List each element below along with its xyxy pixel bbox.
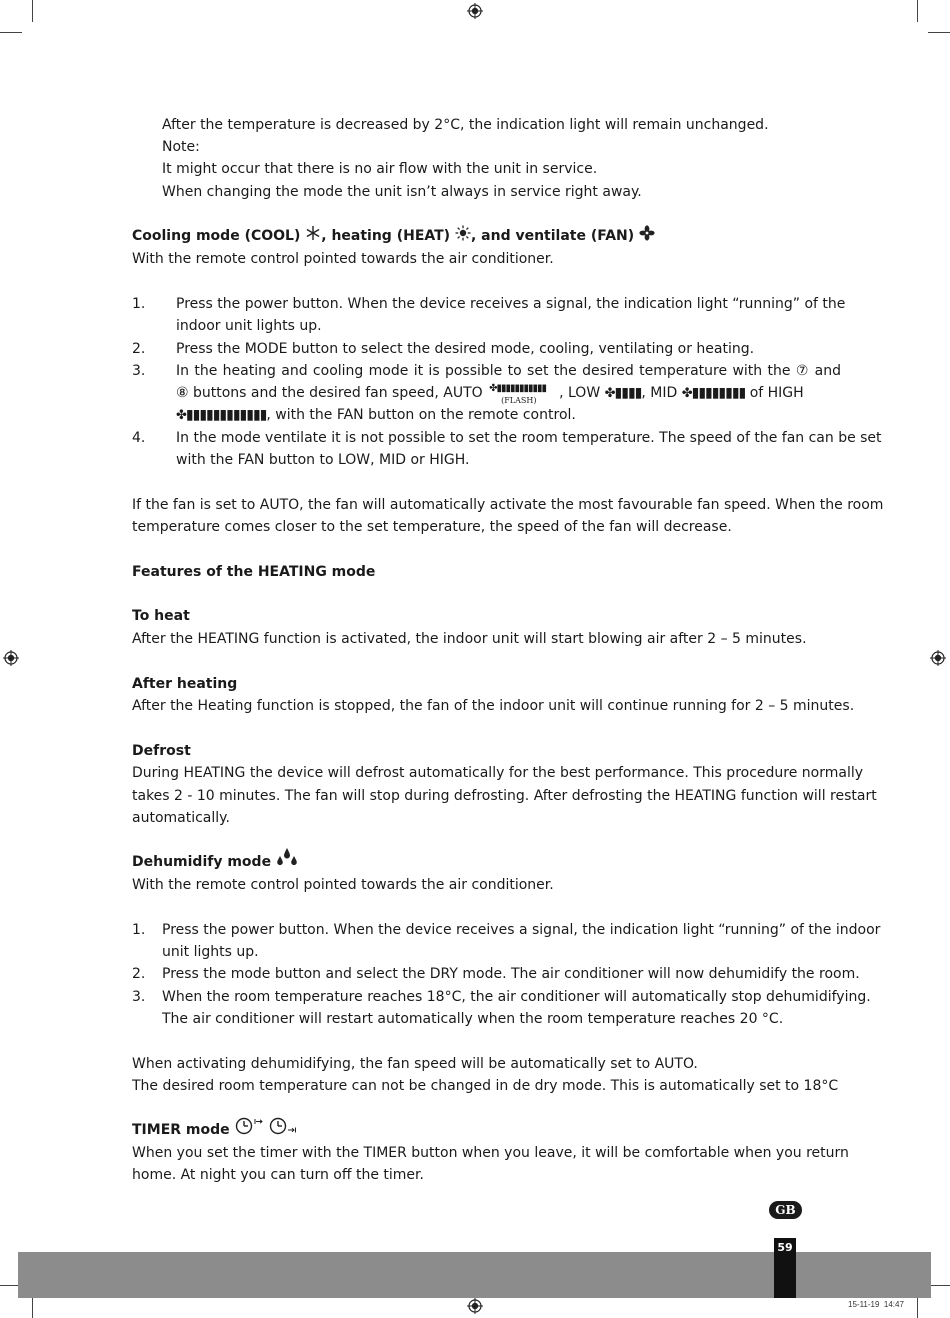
page-number: 59 (777, 1241, 793, 1254)
crop-mark (917, 1296, 918, 1318)
crop-mark (32, 1296, 33, 1318)
step-text: Press the power button. When the device receives a signal, the indication light “running” of the indoor (162, 922, 881, 938)
step-text: Press the power button. When the device receives a signal, the indication light “running” of the (176, 296, 846, 312)
step-number: 1. (132, 296, 146, 312)
step-text: The air conditioner will restart automatically when the room temperature reaches 20 °C. (162, 1011, 784, 1027)
defrost-text: takes 2 - 10 minutes. The fan will stop during defrosting. After defrosting the HEATING function will restart (132, 788, 877, 804)
intro-line: It might occur that there is no air flow with the unit in service. (162, 161, 598, 177)
page-number-tab (774, 1238, 796, 1298)
timer-heading: TIMER mode (132, 1120, 299, 1140)
defrost-title: Defrost (132, 743, 191, 759)
step-text: When the room temperature reaches 18°C, the air conditioner will automatically stop dehumidifying. (162, 989, 871, 1005)
dehumidify-subtitle: With the remote control pointed towards the air conditioner. (132, 877, 554, 893)
fan-speed-low-indicator: ✤▮▮▮▮ (604, 385, 642, 401)
cooling-heading: Cooling mode (COOL) , heating (HEAT) , and ventilate (FAN) (132, 226, 655, 246)
after-heating-text: After the Heating function is stopped, the fan of the indoor unit will continue running for 2 – 5 minutes. (132, 698, 855, 714)
dehumidify-note: The desired room temperature can not be changed in de dry mode. This is automatically set to 18°C (132, 1078, 839, 1094)
language-badge: GB (769, 1201, 802, 1219)
fan-icon (639, 225, 655, 241)
step-number: 3. (132, 989, 146, 1005)
fan-speed-auto-indicator: ✤▮▮▮▮▮▮▮▮▮▮▮ (FLASH) (489, 383, 547, 405)
intro-line: Note: (162, 139, 200, 155)
intro-line: When changing the mode the unit isn’t always in service right away. (162, 184, 642, 200)
step-text: Press the mode button and select the DRY mode. The air conditioner will now dehumidify the room. (162, 966, 860, 982)
step-text: indoor unit lights up. (176, 318, 322, 334)
crop-mark (928, 1285, 950, 1286)
registration-mark-icon (467, 3, 483, 19)
dehumidify-heading: Dehumidify mode (132, 852, 298, 872)
defrost-text: automatically. (132, 810, 230, 826)
dehumidify-note: When activating dehumidifying, the fan speed will be automatically set to AUTO. (132, 1056, 698, 1072)
registration-mark-icon (930, 650, 946, 666)
step-number: 2. (132, 966, 146, 982)
step-number: 3. (132, 363, 146, 379)
to-heat-title: To heat (132, 608, 190, 624)
crop-mark (0, 32, 22, 33)
step-text: In the heating and cooling mode it is possible to set the desired temperature with the ⑦ and (176, 363, 841, 379)
after-heating-title: After heating (132, 676, 238, 692)
auto-note: temperature comes closer to the set temperature, the speed of the fan will decrease. (132, 519, 732, 535)
timer-off-icon (269, 1117, 299, 1135)
timer-on-icon (235, 1117, 265, 1135)
defrost-text: During HEATING the device will defrost automatically for the best performance. This procedure normally (132, 765, 864, 781)
to-heat-text: After the HEATING function is activated, the indoor unit will start blowing air after 2 – 5 minutes. (132, 631, 807, 647)
sun-icon (455, 225, 471, 241)
registration-mark-icon (467, 1298, 483, 1314)
step-text: ✤▮▮▮▮▮▮▮▮▮▮▮▮, with the FAN button on the remote control. (176, 405, 576, 426)
fan-speed-high-indicator: ✤▮▮▮▮▮▮▮▮▮▮▮▮ (176, 407, 267, 423)
registration-mark-icon (3, 650, 19, 666)
cooling-subtitle: With the remote control pointed towards the air conditioner. (132, 251, 554, 267)
snowflake-icon (305, 225, 321, 241)
crop-mark (917, 0, 918, 22)
crop-mark (928, 32, 950, 33)
auto-note: If the fan is set to AUTO, the fan will automatically activate the most favourable fan speed. When the room (132, 497, 884, 513)
step-text: with the FAN button to LOW, MID or HIGH. (176, 452, 470, 468)
timer-text: home. At night you can turn off the timer. (132, 1167, 424, 1183)
step-text: ⑧ buttons and the desired fan speed, AUTO ✤▮▮▮▮▮▮▮▮▮▮▮ (FLASH) , LOW ✤▮▮▮▮, MID ✤▮▮▮▮▮▮▮▮ of HIGH (176, 383, 804, 405)
step-number: 1. (132, 922, 146, 938)
water-drops-icon (276, 847, 298, 867)
print-timestamp: 15-11-19 14:47 (848, 1300, 904, 1309)
timer-text: When you set the timer with the TIMER button when you leave, it will be comfortable when you return (132, 1145, 849, 1161)
intro-line: After the temperature is decreased by 2°C, the indication light will remain unchanged. (162, 117, 769, 133)
step-number: 4. (132, 430, 146, 446)
step-text: unit lights up. (162, 944, 259, 960)
step-number: 2. (132, 341, 146, 357)
step-text: In the mode ventilate it is not possible to set the room temperature. The speed of the fan can be set (176, 430, 882, 446)
features-heading: Features of the HEATING mode (132, 564, 376, 580)
fan-speed-mid-indicator: ✤▮▮▮▮▮▮▮▮ (681, 385, 746, 401)
crop-mark (32, 0, 33, 22)
step-text: Press the MODE button to select the desired mode, cooling, ventilating or heating. (176, 341, 755, 357)
